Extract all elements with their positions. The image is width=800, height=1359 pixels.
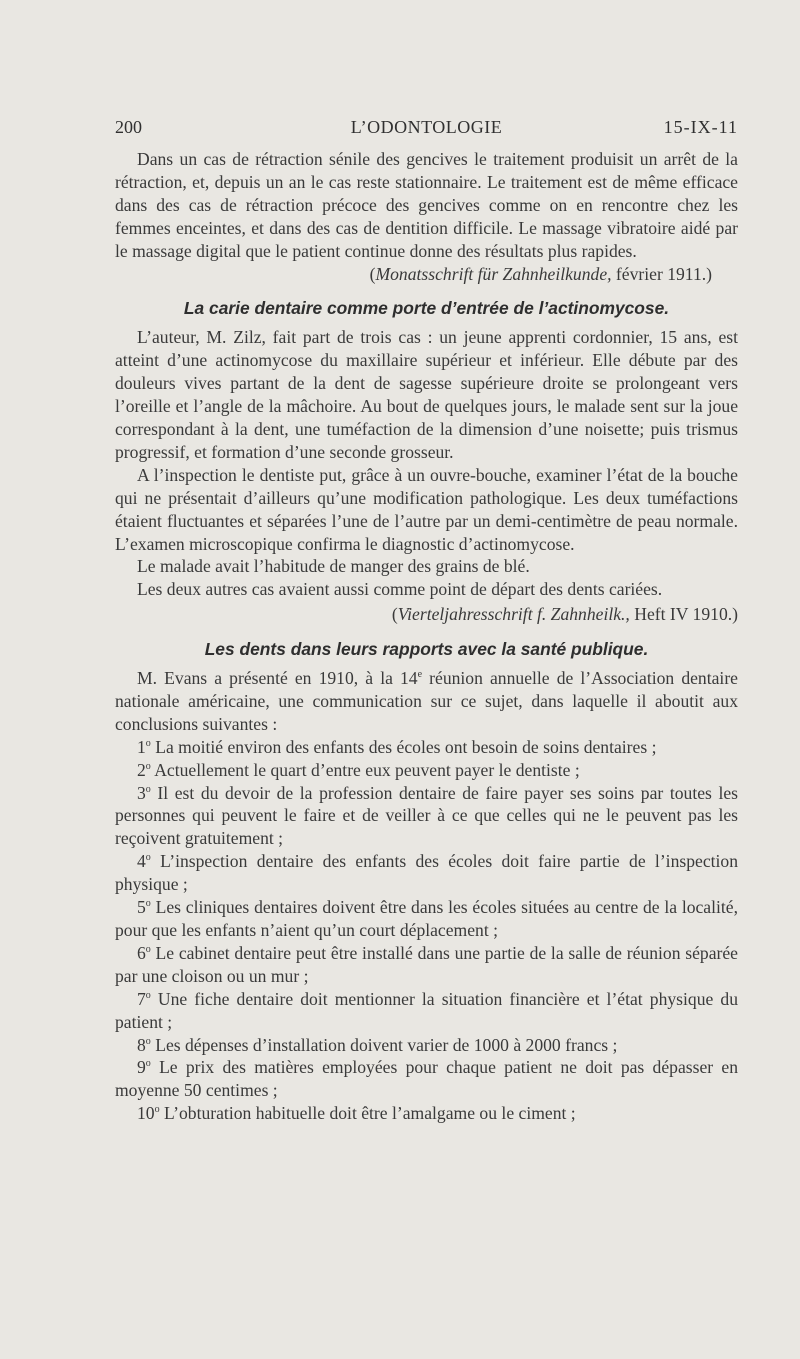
section-heading: Les dents dans leurs rapports avec la santé publique. [204, 639, 649, 660]
paragraph: Les deux autres cas avaient aussi comme point de départ des dents cariées. [137, 579, 663, 600]
section-heading: La carie dentaire comme porte d’entrée de l’actinomycose. [183, 298, 670, 319]
source-citation: (Monatsschrift für Zahnheilkunde, février 1911.) [369, 263, 712, 284]
source-title: Vierteljahresschrift f. Zahnheilk., [397, 604, 630, 625]
list-item: 3$^o$ Il est du devoir de la profession dentaire de faire payer ses soins par toutes les personnes qui peuvent le faire et de veiller à ce que celles qui ne le peuvent pas les reçoivent gratuitement ; [115, 782, 738, 849]
list-item: 10$^o$ L’obturation habituelle doit être l’amalgame ou le ciment ; [137, 1103, 576, 1124]
list-item: 7$^o$ Une fiche dentaire doit mentionner la situation financière et l’état physique du patient ; [115, 988, 738, 1032]
list-item: 8$^o$ Les dépenses d’installation doivent varier de 1000 à 2000 francs ; [137, 1034, 618, 1055]
paragraph: A l’inspection le dentiste put, grâce à un ouvre-bouche, examiner l’état de la bouche qui ne présentait d’ailleurs qu’une modification pathologique. Les deux tuméfactions étaient fluctuantes et séparées l’une de l’autre par un demi-centimètre de peau normale. L’examen microscopique confirma le diagnostic d’actinomycose. [115, 464, 738, 554]
paragraph: Le malade avait l’habitude de manger des grains de blé. [137, 556, 530, 577]
page-body [115, 148, 738, 1125]
issue-date: 15-IX-11 [663, 117, 738, 137]
list-item: 2$^o$ Actuellement le quart d’entre eux peuvent payer le dentiste ; [137, 759, 580, 780]
paragraph: L’auteur, M. Zilz, fait part de trois cas : un jeune apprenti cordonnier, 15 ans, est atteint d’une actinomycose du maxillaire supérieur et inférieur. Elle débute par des douleurs vives partant de la dent de sagesse supérieure droite se prolongeant vers l’oreille et l’angle de la mâchoire. Au bout de quelques jours, le malade sent sur la joue correspondant à la dent, une tuméfaction de la dimension d’une noisette; puis trismus progressif, et formation d’une seconde grosseur. [115, 327, 738, 462]
source-citation: (Vierteljahresschrift f. Zahnheilk., Heft IV 1910.) [391, 604, 738, 625]
journal-title: L’ODONTOLOGIE [350, 117, 503, 137]
paragraph: M. Evans a présenté en 1910, à la 14e réunion annuelle de l’Association dentaire nationale américaine, une communication sur ce sujet, dans laquelle il aboutit aux conclusions suivantes : [115, 668, 738, 734]
page-number: 200 [115, 117, 142, 137]
list-item: 6$^o$ Le cabinet dentaire peut être installé dans une partie de la salle de réunion séparée par une cloison ou un mur ; [115, 942, 738, 986]
list-item: 5$^o$ Les cliniques dentaires doivent être dans les écoles situées au centre de la localité, pour que les enfants n’aient qu’un court déplacement ; [115, 897, 738, 940]
list-item: 1$^o$ La moitié environ des enfants des écoles ont besoin de soins dentaires ; [137, 736, 657, 757]
list-item: 9$^o$ Le prix des matières employées pour chaque patient ne doit pas dépasser en moyenne 50 centimes ; [115, 1057, 738, 1101]
list-item: 4$^o$ L’inspection dentaire des enfants des écoles doit faire partie de l’inspection physique ; [115, 851, 738, 895]
intro-paragraph: Dans un cas de rétraction sénile des gencives le traitement produisit un arrêt de la rétraction, et, depuis un an le cas reste stationnaire. Le traitement est de même efficace dans des cas de rétraction précoce des gencives comme on en rencontre chez les femmes enceintes, et dans des cas de dentition difficile. Le massage vibratoire aidé par le massage digital que le patient continue donne des résultats plus rapides. [115, 149, 738, 261]
source-title: Monatsschrift für Zahnheilkunde, [375, 263, 612, 284]
